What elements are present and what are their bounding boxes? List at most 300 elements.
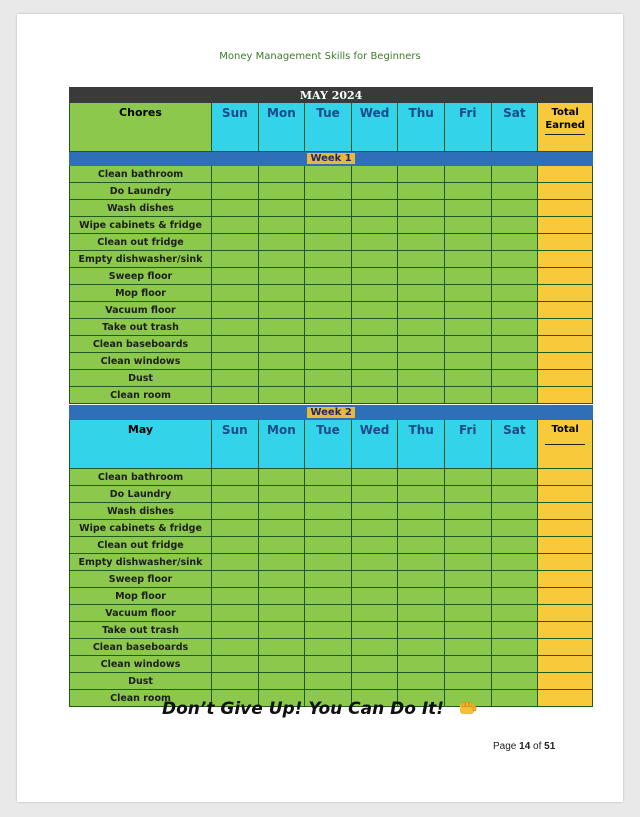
day-checkbox-cell[interactable] <box>444 285 491 302</box>
chore-name: Take out trash <box>70 622 212 639</box>
chore-name: Do Laundry <box>70 183 212 200</box>
day-checkbox-cell[interactable] <box>305 520 352 537</box>
day-checkbox-cell[interactable] <box>444 319 491 336</box>
day-checkbox-cell[interactable] <box>398 622 445 639</box>
day-checkbox-cell[interactable] <box>398 234 445 251</box>
day-checkbox-cell[interactable] <box>351 302 398 319</box>
day-checkbox-cell[interactable] <box>444 673 491 690</box>
day-checkbox-cell[interactable] <box>305 268 352 285</box>
page-total: 51 <box>544 741 556 752</box>
day-checkbox-cell[interactable] <box>305 353 352 370</box>
day-checkbox-cell[interactable] <box>212 217 259 234</box>
day-checkbox-cell[interactable] <box>212 571 259 588</box>
chore-row <box>70 520 593 537</box>
day-checkbox-cell[interactable] <box>258 251 305 268</box>
day-checkbox-cell[interactable] <box>398 387 445 404</box>
week-2-chore-rows <box>70 469 593 707</box>
day-checkbox-cell[interactable] <box>444 183 491 200</box>
day-checkbox-cell[interactable] <box>258 571 305 588</box>
day-checkbox-cell[interactable] <box>351 370 398 387</box>
day-checkbox-cell[interactable] <box>212 387 259 404</box>
day-checkbox-cell[interactable] <box>444 639 491 656</box>
day-checkbox-cell[interactable] <box>351 200 398 217</box>
day-checkbox-cell[interactable] <box>398 251 445 268</box>
day-checkbox-cell[interactable] <box>491 319 538 336</box>
total-earned-cell[interactable] <box>538 370 593 387</box>
day-checkbox-cell[interactable] <box>305 285 352 302</box>
day-checkbox-cell[interactable] <box>444 588 491 605</box>
day-checkbox-cell[interactable] <box>305 656 352 673</box>
day-header: Thu <box>398 103 445 152</box>
fist-bump-emoji-icon <box>458 700 478 716</box>
day-checkbox-cell[interactable] <box>491 520 538 537</box>
day-checkbox-cell[interactable] <box>212 639 259 656</box>
day-checkbox-cell[interactable] <box>258 486 305 503</box>
chore-name: Clean bathroom <box>70 166 212 183</box>
day-checkbox-cell[interactable] <box>491 217 538 234</box>
day-checkbox-cell[interactable] <box>305 387 352 404</box>
day-checkbox-cell[interactable] <box>212 520 259 537</box>
chore-name: Wash dishes <box>70 503 212 520</box>
day-checkbox-cell[interactable] <box>351 520 398 537</box>
day-checkbox-cell[interactable] <box>398 183 445 200</box>
chore-chart-week-1 <box>69 87 593 404</box>
day-checkbox-cell[interactable] <box>305 571 352 588</box>
total-underline <box>545 444 585 445</box>
total-earned-cell[interactable] <box>538 387 593 404</box>
total-earned-cell[interactable] <box>538 217 593 234</box>
day-checkbox-cell[interactable] <box>212 319 259 336</box>
day-checkbox-cell[interactable] <box>444 622 491 639</box>
total-earned-cell[interactable] <box>538 520 593 537</box>
day-checkbox-cell[interactable] <box>351 387 398 404</box>
day-checkbox-cell[interactable] <box>305 639 352 656</box>
day-checkbox-cell[interactable] <box>398 537 445 554</box>
chore-name: Vacuum floor <box>70 605 212 622</box>
day-checkbox-cell[interactable] <box>398 503 445 520</box>
day-checkbox-cell[interactable] <box>491 605 538 622</box>
day-checkbox-cell[interactable] <box>212 200 259 217</box>
day-checkbox-cell[interactable] <box>212 268 259 285</box>
total-earned-cell[interactable] <box>538 200 593 217</box>
day-checkbox-cell[interactable] <box>444 503 491 520</box>
day-checkbox-cell[interactable] <box>258 268 305 285</box>
day-checkbox-cell[interactable] <box>491 622 538 639</box>
day-checkbox-cell[interactable] <box>258 520 305 537</box>
day-checkbox-cell[interactable] <box>351 537 398 554</box>
total-earned-cell[interactable] <box>538 302 593 319</box>
day-checkbox-cell[interactable] <box>491 336 538 353</box>
day-header: Sun <box>212 420 259 469</box>
day-checkbox-cell[interactable] <box>491 639 538 656</box>
chore-row <box>70 183 593 200</box>
day-checkbox-cell[interactable] <box>258 554 305 571</box>
week-label-cell <box>70 152 593 166</box>
chore-row <box>70 319 593 336</box>
chore-row <box>70 200 593 217</box>
day-checkbox-cell[interactable] <box>398 336 445 353</box>
day-checkbox-cell[interactable] <box>305 605 352 622</box>
total-earned-cell[interactable] <box>538 673 593 690</box>
day-checkbox-cell[interactable] <box>444 166 491 183</box>
day-header: Tue <box>305 103 352 152</box>
day-checkbox-cell[interactable] <box>258 217 305 234</box>
chore-chart-week-2 <box>69 405 593 707</box>
day-checkbox-cell[interactable] <box>258 469 305 486</box>
chore-row <box>70 537 593 554</box>
day-checkbox-cell[interactable] <box>305 554 352 571</box>
day-checkbox-cell[interactable] <box>444 370 491 387</box>
day-checkbox-cell[interactable] <box>491 486 538 503</box>
total-label: Total <box>551 424 579 435</box>
total-earned-cell[interactable] <box>538 251 593 268</box>
day-checkbox-cell[interactable] <box>398 370 445 387</box>
chore-name: Mop floor <box>70 588 212 605</box>
total-earned-cell[interactable] <box>538 537 593 554</box>
day-checkbox-cell[interactable] <box>491 285 538 302</box>
total-earned-cell[interactable] <box>538 234 593 251</box>
day-checkbox-cell[interactable] <box>491 469 538 486</box>
chore-row <box>70 588 593 605</box>
motivational-motto <box>0 699 640 719</box>
day-checkbox-cell[interactable] <box>444 571 491 588</box>
day-checkbox-cell[interactable] <box>351 588 398 605</box>
day-checkbox-cell[interactable] <box>398 673 445 690</box>
day-checkbox-cell[interactable] <box>398 571 445 588</box>
day-checkbox-cell[interactable] <box>351 217 398 234</box>
day-checkbox-cell[interactable] <box>491 234 538 251</box>
day-checkbox-cell[interactable] <box>491 353 538 370</box>
chore-name: Mop floor <box>70 285 212 302</box>
day-checkbox-cell[interactable] <box>305 622 352 639</box>
day-header: Wed <box>351 420 398 469</box>
day-checkbox-cell[interactable] <box>305 319 352 336</box>
day-checkbox-cell[interactable] <box>305 503 352 520</box>
day-checkbox-cell[interactable] <box>398 656 445 673</box>
total-earned-cell[interactable] <box>538 588 593 605</box>
day-checkbox-cell[interactable] <box>444 537 491 554</box>
day-checkbox-cell[interactable] <box>212 353 259 370</box>
day-checkbox-cell[interactable] <box>491 302 538 319</box>
day-checkbox-cell[interactable] <box>305 486 352 503</box>
total-earned-cell[interactable] <box>538 166 593 183</box>
total-earned-cell[interactable] <box>538 571 593 588</box>
chore-name: Clean out fridge <box>70 234 212 251</box>
day-checkbox-cell[interactable] <box>351 571 398 588</box>
day-checkbox-cell[interactable] <box>491 673 538 690</box>
chores-column-header: Chores <box>70 103 212 152</box>
day-checkbox-cell[interactable] <box>444 656 491 673</box>
day-checkbox-cell[interactable] <box>351 234 398 251</box>
day-header: Wed <box>351 103 398 152</box>
day-checkbox-cell[interactable] <box>212 486 259 503</box>
day-checkbox-cell[interactable] <box>258 622 305 639</box>
day-checkbox-cell[interactable] <box>305 200 352 217</box>
day-checkbox-cell[interactable] <box>305 370 352 387</box>
day-checkbox-cell[interactable] <box>491 200 538 217</box>
day-checkbox-cell[interactable] <box>491 251 538 268</box>
chore-name: Dust <box>70 370 212 387</box>
day-checkbox-cell[interactable] <box>398 302 445 319</box>
week-1-chore-rows <box>70 166 593 404</box>
day-checkbox-cell[interactable] <box>258 166 305 183</box>
chore-row <box>70 571 593 588</box>
day-checkbox-cell[interactable] <box>398 588 445 605</box>
day-checkbox-cell[interactable] <box>444 251 491 268</box>
chore-name: Wash dishes <box>70 200 212 217</box>
chore-row <box>70 673 593 690</box>
day-checkbox-cell[interactable] <box>398 353 445 370</box>
chore-name: Empty dishwasher/sink <box>70 251 212 268</box>
day-checkbox-cell[interactable] <box>491 588 538 605</box>
day-checkbox-cell[interactable] <box>212 302 259 319</box>
day-checkbox-cell[interactable] <box>258 605 305 622</box>
chore-name: Sweep floor <box>70 268 212 285</box>
day-checkbox-cell[interactable] <box>491 370 538 387</box>
day-checkbox-cell[interactable] <box>491 554 538 571</box>
day-checkbox-cell[interactable] <box>305 234 352 251</box>
chore-name: Vacuum floor <box>70 302 212 319</box>
chore-row <box>70 251 593 268</box>
total-earned-cell[interactable] <box>538 285 593 302</box>
day-checkbox-cell[interactable] <box>305 537 352 554</box>
chore-name: Clean bathroom <box>70 469 212 486</box>
day-checkbox-cell[interactable] <box>351 469 398 486</box>
chore-row <box>70 503 593 520</box>
day-checkbox-cell[interactable] <box>305 336 352 353</box>
day-checkbox-cell[interactable] <box>258 656 305 673</box>
day-checkbox-cell[interactable] <box>212 622 259 639</box>
page-number <box>493 741 555 752</box>
day-checkbox-cell[interactable] <box>212 673 259 690</box>
page-current: 14 <box>519 741 531 752</box>
day-checkbox-cell[interactable] <box>351 336 398 353</box>
day-checkbox-cell[interactable] <box>351 656 398 673</box>
total-earned-cell[interactable] <box>538 353 593 370</box>
chore-name: Empty dishwasher/sink <box>70 554 212 571</box>
day-checkbox-cell[interactable] <box>491 183 538 200</box>
day-checkbox-cell[interactable] <box>258 588 305 605</box>
day-checkbox-cell[interactable] <box>351 554 398 571</box>
day-checkbox-cell[interactable] <box>398 486 445 503</box>
day-checkbox-cell[interactable] <box>351 251 398 268</box>
day-checkbox-cell[interactable] <box>351 353 398 370</box>
day-checkbox-cell[interactable] <box>212 554 259 571</box>
day-checkbox-cell[interactable] <box>258 639 305 656</box>
day-checkbox-cell[interactable] <box>305 166 352 183</box>
day-checkbox-cell[interactable] <box>351 183 398 200</box>
total-earned-cell[interactable] <box>538 503 593 520</box>
day-header: Sat <box>491 420 538 469</box>
day-checkbox-cell[interactable] <box>444 353 491 370</box>
day-checkbox-cell[interactable] <box>212 251 259 268</box>
day-checkbox-cell[interactable] <box>398 639 445 656</box>
day-checkbox-cell[interactable] <box>212 605 259 622</box>
day-checkbox-cell[interactable] <box>444 200 491 217</box>
day-checkbox-cell[interactable] <box>351 166 398 183</box>
chore-name: Clean out fridge <box>70 537 212 554</box>
day-checkbox-cell[interactable] <box>305 673 352 690</box>
day-checkbox-cell[interactable] <box>351 486 398 503</box>
chore-row <box>70 469 593 486</box>
chore-row <box>70 166 593 183</box>
day-checkbox-cell[interactable] <box>351 268 398 285</box>
day-checkbox-cell[interactable] <box>444 268 491 285</box>
chore-name: Wipe cabinets & fridge <box>70 217 212 234</box>
total-earned-cell[interactable] <box>538 605 593 622</box>
total-earned-cell[interactable] <box>538 639 593 656</box>
chore-row <box>70 217 593 234</box>
day-header: Thu <box>398 420 445 469</box>
day-checkbox-cell[interactable] <box>258 234 305 251</box>
day-checkbox-cell[interactable] <box>351 503 398 520</box>
day-checkbox-cell[interactable] <box>258 285 305 302</box>
chore-row <box>70 622 593 639</box>
total-underline <box>545 134 585 135</box>
day-checkbox-cell[interactable] <box>258 183 305 200</box>
day-checkbox-cell[interactable] <box>491 503 538 520</box>
day-checkbox-cell[interactable] <box>258 503 305 520</box>
day-checkbox-cell[interactable] <box>398 554 445 571</box>
day-checkbox-cell[interactable] <box>212 166 259 183</box>
day-checkbox-cell[interactable] <box>398 469 445 486</box>
day-checkbox-cell[interactable] <box>444 605 491 622</box>
day-checkbox-cell[interactable] <box>398 200 445 217</box>
day-header: Mon <box>258 420 305 469</box>
earned-label: Earned <box>545 120 585 131</box>
day-header: Sun <box>212 103 259 152</box>
day-checkbox-cell[interactable] <box>212 503 259 520</box>
day-checkbox-cell[interactable] <box>212 234 259 251</box>
day-checkbox-cell[interactable] <box>305 183 352 200</box>
day-checkbox-cell[interactable] <box>491 268 538 285</box>
day-checkbox-cell[interactable] <box>212 537 259 554</box>
day-checkbox-cell[interactable] <box>212 370 259 387</box>
month-column-header: May <box>70 420 212 469</box>
day-checkbox-cell[interactable] <box>305 302 352 319</box>
chore-row <box>70 234 593 251</box>
day-checkbox-cell[interactable] <box>305 217 352 234</box>
day-checkbox-cell[interactable] <box>444 469 491 486</box>
day-checkbox-cell[interactable] <box>444 217 491 234</box>
day-checkbox-cell[interactable] <box>444 387 491 404</box>
day-checkbox-cell[interactable] <box>351 319 398 336</box>
day-checkbox-cell[interactable] <box>491 387 538 404</box>
chore-name: Take out trash <box>70 319 212 336</box>
day-checkbox-cell[interactable] <box>398 319 445 336</box>
day-checkbox-cell[interactable] <box>212 588 259 605</box>
month-title: MAY 2024 <box>70 88 593 103</box>
chore-name: Sweep floor <box>70 571 212 588</box>
day-checkbox-cell[interactable] <box>398 217 445 234</box>
chore-row <box>70 656 593 673</box>
total-label: Total <box>551 107 579 118</box>
day-checkbox-cell[interactable] <box>444 520 491 537</box>
total-header <box>538 420 593 469</box>
day-header: Fri <box>444 420 491 469</box>
chore-row <box>70 639 593 656</box>
chore-name: Clean windows <box>70 353 212 370</box>
day-header: Tue <box>305 420 352 469</box>
day-header: Fri <box>444 103 491 152</box>
total-earned-cell[interactable] <box>538 486 593 503</box>
chore-name: Wipe cabinets & fridge <box>70 520 212 537</box>
day-checkbox-cell[interactable] <box>258 336 305 353</box>
day-checkbox-cell[interactable] <box>258 319 305 336</box>
day-header: Sat <box>491 103 538 152</box>
day-checkbox-cell[interactable] <box>351 673 398 690</box>
chore-name: Clean windows <box>70 656 212 673</box>
chore-row <box>70 605 593 622</box>
total-earned-cell[interactable] <box>538 183 593 200</box>
total-earned-cell[interactable] <box>538 554 593 571</box>
chore-row <box>70 370 593 387</box>
day-checkbox-cell[interactable] <box>491 166 538 183</box>
day-checkbox-cell[interactable] <box>444 336 491 353</box>
week-label: Week 2 <box>307 407 354 418</box>
day-checkbox-cell[interactable] <box>491 656 538 673</box>
day-checkbox-cell[interactable] <box>258 387 305 404</box>
day-checkbox-cell[interactable] <box>398 605 445 622</box>
day-checkbox-cell[interactable] <box>444 554 491 571</box>
day-checkbox-cell[interactable] <box>258 302 305 319</box>
day-checkbox-cell[interactable] <box>351 285 398 302</box>
day-checkbox-cell[interactable] <box>212 336 259 353</box>
day-checkbox-cell[interactable] <box>444 486 491 503</box>
day-checkbox-cell[interactable] <box>351 622 398 639</box>
day-checkbox-cell[interactable] <box>212 183 259 200</box>
day-checkbox-cell[interactable] <box>351 639 398 656</box>
total-earned-cell[interactable] <box>538 268 593 285</box>
day-checkbox-cell[interactable] <box>212 656 259 673</box>
day-checkbox-cell[interactable] <box>491 537 538 554</box>
motto-text: Don’t Give Up! You Can Do It! <box>162 699 445 719</box>
day-checkbox-cell[interactable] <box>258 537 305 554</box>
day-checkbox-cell[interactable] <box>305 251 352 268</box>
day-checkbox-cell[interactable] <box>258 353 305 370</box>
day-checkbox-cell[interactable] <box>305 588 352 605</box>
day-checkbox-cell[interactable] <box>444 302 491 319</box>
total-earned-header <box>538 103 593 152</box>
day-checkbox-cell[interactable] <box>444 234 491 251</box>
day-checkbox-cell[interactable] <box>305 469 352 486</box>
total-earned-cell[interactable] <box>538 622 593 639</box>
chore-row <box>70 336 593 353</box>
day-header: Mon <box>258 103 305 152</box>
day-checkbox-cell[interactable] <box>398 285 445 302</box>
day-checkbox-cell[interactable] <box>212 285 259 302</box>
total-earned-cell[interactable] <box>538 319 593 336</box>
day-checkbox-cell[interactable] <box>212 469 259 486</box>
chore-row <box>70 268 593 285</box>
day-checkbox-cell[interactable] <box>258 673 305 690</box>
day-checkbox-cell[interactable] <box>491 571 538 588</box>
day-checkbox-cell[interactable] <box>258 370 305 387</box>
chore-name: Clean room <box>70 387 212 404</box>
chore-row <box>70 302 593 319</box>
day-checkbox-cell[interactable] <box>398 520 445 537</box>
week-label: Week 1 <box>307 153 354 164</box>
day-checkbox-cell[interactable] <box>258 200 305 217</box>
total-earned-cell[interactable] <box>538 656 593 673</box>
total-earned-cell[interactable] <box>538 336 593 353</box>
day-checkbox-cell[interactable] <box>351 605 398 622</box>
chore-row <box>70 486 593 503</box>
chore-row <box>70 285 593 302</box>
total-earned-cell[interactable] <box>538 469 593 486</box>
day-checkbox-cell[interactable] <box>398 166 445 183</box>
day-checkbox-cell[interactable] <box>398 268 445 285</box>
